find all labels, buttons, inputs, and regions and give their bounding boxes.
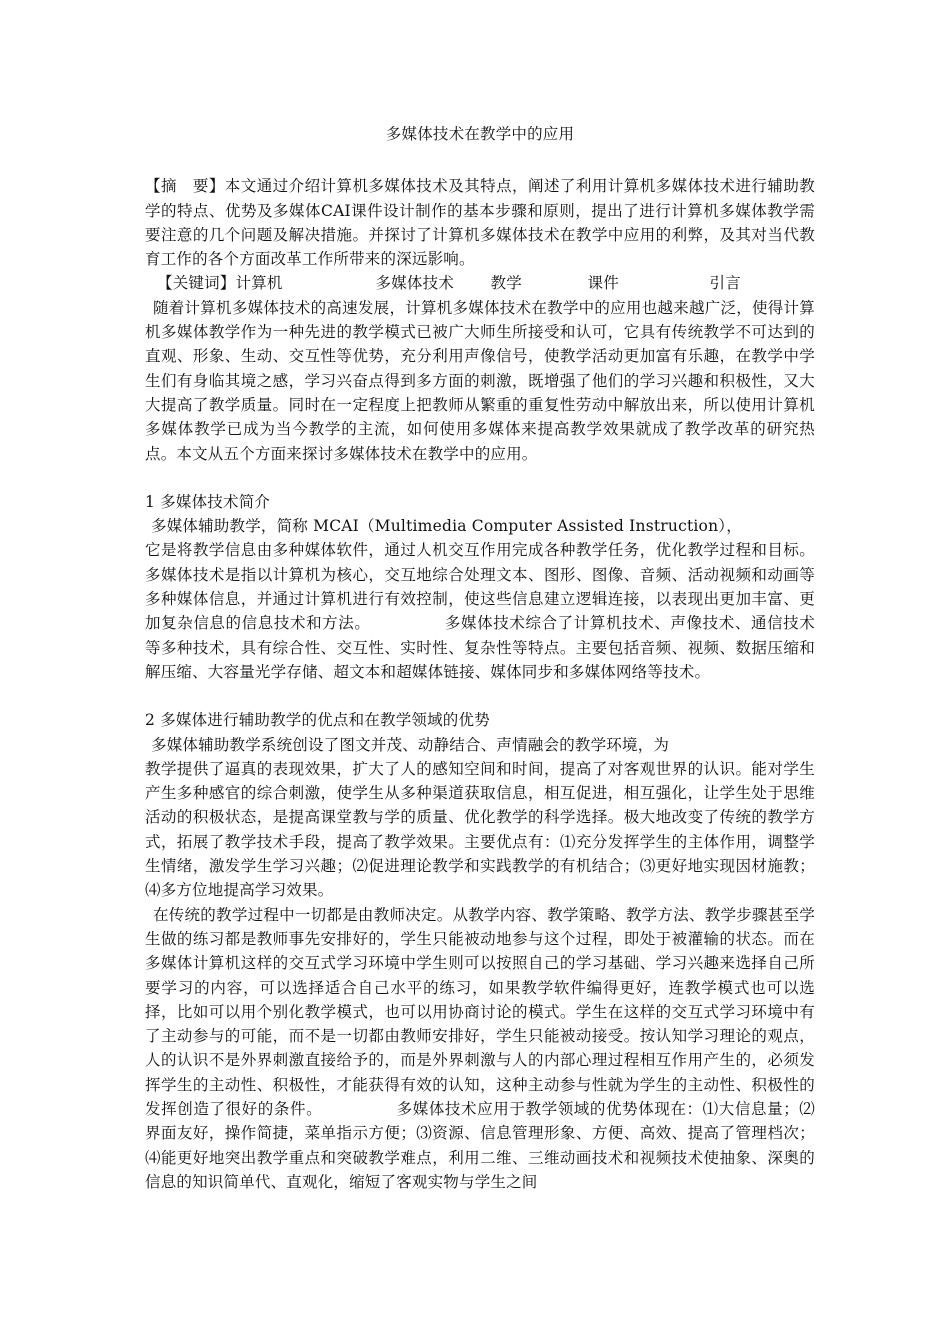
abstract-text: 本文通过介绍计算机多媒体技术及其特点，阐述了利用计算机多媒体技术进行辅助教学的特点、优势及多媒体CAI课件设计制作的基本步骤和原则，提出了进行计算机多媒体教学需要注意的几个问题及解决措施。并探讨了计算机多媒体技术在教学中应用的利弊，及其对当代教育工作的各个方面改革工作所带来的深远影响。	[145, 177, 815, 269]
abstract-paragraph	[145, 174, 815, 271]
document-title: 多媒体技术在教学中的应用	[385, 125, 575, 143]
spacer	[145, 466, 815, 490]
section-2-text-b: 多媒体技术应用于教学领域的优势体现在：⑴大信息量；⑵界面友好，操作简捷，菜单指示方便；⑶资源、信息管理形象、方便、高效、提高了管理档次；⑷能更好地突出教学重点和突破教学难点，利用二维、三维动画技术和视频技术使抽象、深奥的信息的知识简单代、直观化，缩短了客观实物与学生之间	[145, 1099, 816, 1191]
section-2-first-line: 多媒体辅助教学系统创设了图文并茂、动静结合、声情融会的教学环境，为	[151, 735, 670, 754]
keyword-item: 多媒体技术	[375, 274, 455, 293]
keyword-item: 课件	[587, 274, 619, 293]
abstract-label: 【摘 要】	[145, 177, 225, 196]
keywords-label: 【关键词】	[157, 274, 236, 293]
section-2-paragraph-1: 教学提供了逼真的表现效果，扩大了人的感知空间和时间，提高了对客观世界的认识。能对学生产生多种感官的综合刺激，使学生从多种渠道获取信息，相互促进，相互强化，让学生处于思维活动的积极状态，是提高课堂教与学的质量、优化教学的科学选择。极大地改变了传统的教学方式，拓展了教学技术手段，提高了教学效果。主要优点有：⑴充分发挥学生的主体作用，调整学生情绪，激发学生学习兴趣；⑵促进理论教学和实践教学的有机结合；⑶更好地实现因材施教；⑷多方位地提高学习效果。	[145, 759, 815, 900]
section-1-paragraph	[145, 538, 815, 684]
keyword-item: 引言	[709, 274, 741, 293]
section-1-first-line: 多媒体辅助教学，简称 MCAI（Multimedia Computer Assisted Instruction），	[151, 517, 742, 536]
keyword-item: 计算机	[235, 274, 283, 293]
keywords-line	[145, 271, 815, 295]
section-2-text-a: 在传统的教学过程中一切都是由教师决定。从教学内容、教学策略、教学方法、教学步骤甚至学生做的练习都是教师事先安排好的，学生只能被动地参与这个过程，即处于被灌输的状态。而在多媒体计算机这样的交互式学习环境中学生则可以按照自己的学习基础、学习兴趣来选择自己所要学习的内容，可以选择适合自己水平的练习，如果教学软件编得更好，连教学模式也可以选择，比如可以用个别化教学模式，也可以用协商讨论的模式。学生在这样的交互式学习环境中有了主动参与的可能，而不是一切都由教师安排好，学生只能被动接受。按认知学习理论的观点，人的认识不是外界刺激直接给予的，而是外界刺激与人的内部心理过程相互作用产生的，必须发挥学生的主动性、积极性，才能获得有效的认知，这种主动参与性就为学生的主动性、积极性的发挥创造了很好的条件。	[145, 905, 815, 1118]
section-2-paragraph-2	[145, 903, 815, 1195]
intro-paragraph: 随着计算机多媒体技术的高速发展，计算机多媒体技术在教学中的应用也越来越广泛，使得计算机多媒体教学作为一种先进的教学模式已被广大师生所接受和认可，它具有传统教学不可达到的直观、形象、生动、交互性等优势，充分利用声像信号，使教学活动更加富有乐趣，在教学中学生们有身临其境之感，学习兴奋点得到多方面的刺激，既增强了他们的学习兴趣和积极性，又大大提高了教学质量。同时在一定程度上把教师从繁重的重复性劳动中解放出来，所以使用计算机多媒体教学已成为当今教学的主流，如何使用多媒体来提高教学效果就成了教学改革的研究热点。本文从五个方面来探讨多媒体技术在教学中的应用。	[145, 298, 815, 463]
document-page	[145, 110, 815, 1194]
section-1-text-b: 多媒体技术综合了计算机技术、声像技术、通信技术等多种技术，具有综合性、交互性、实时性、复杂性等特点。主要包括音频、视频、数据压缩和解压缩、大容量光学存储、超文本和超媒体链接、媒体同步和多媒体网络等技术。	[145, 614, 815, 681]
keyword-item: 教学	[490, 274, 522, 293]
section-1-text-a: 它是将教学信息由多种媒体软件，通过人机交互作用完成各种教学任务，优化教学过程和目标。多媒体技术是指以计算机为核心，交互地综合处理文本、图形、图像、音频、活动视频和动画等多种媒体信息，并通过计算机进行有效控制，使这些信息建立逻辑连接，以表现出更加丰富、更加复杂信息的信息技术和方法。	[145, 541, 815, 633]
section-1-heading: 1 多媒体技术简介	[145, 492, 271, 511]
section-2-heading: 2 多媒体进行辅助教学的优点和在教学领域的优势	[145, 711, 490, 730]
spacer	[145, 684, 815, 708]
